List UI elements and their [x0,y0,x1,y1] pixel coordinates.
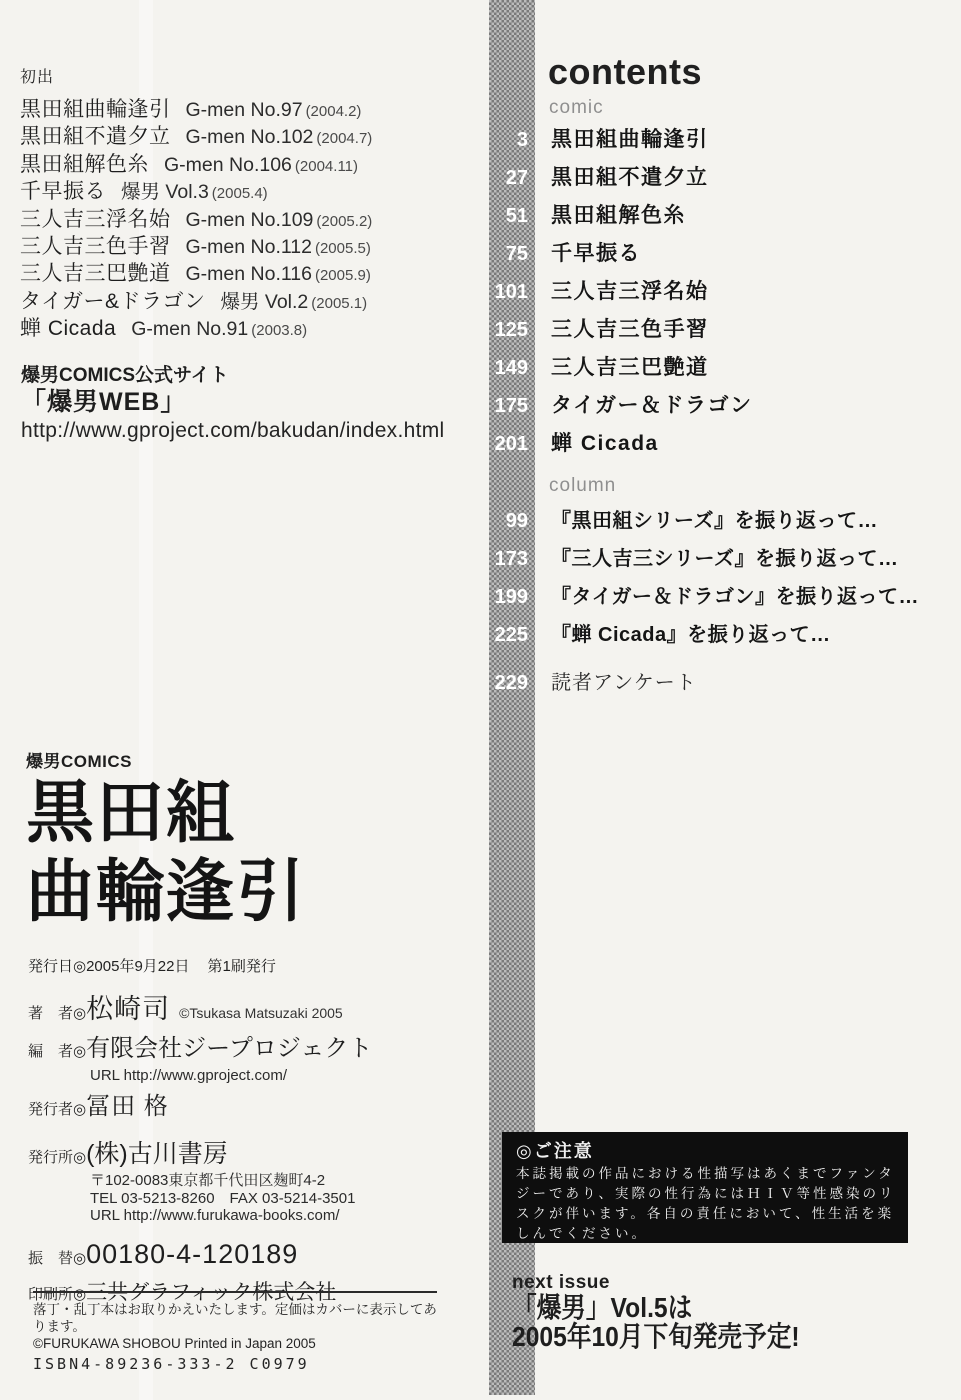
toc-entry-comic [0,235,961,270]
editor-label: 編 者◎ [28,1043,87,1060]
toc-entry-column [0,505,961,537]
next-issue-label: next issue [512,1272,610,1293]
toc-page-number: 125 [494,319,528,341]
work-title: 蝉 Cicada [20,317,117,341]
work-title: タイガー&ドラゴン [20,289,206,313]
notice-box [502,1132,908,1243]
toc-page-number: 99 [505,510,528,532]
toc-entry-title: 『黒田組シリーズ』を振り返って… [551,510,878,532]
toc-entry-column [0,581,961,613]
toc-entry-comic [0,276,961,308]
toc-page-number: 225 [494,624,528,646]
toc-entry-title: 『タイガー＆ドラゴン』を振り返って… [551,586,919,608]
toc-page-number: 201 [494,433,528,455]
editor-name: 有限会社ジープロジェクト [86,1035,373,1062]
toc-entry-title: 黒田組不遣夕立 [551,166,709,189]
issue-date-row [28,958,473,976]
author-name: 松崎司 [86,994,171,1024]
work-title: 三人吉三浮名始 [20,207,171,231]
toc-entry-title: 黒田組曲輪逢引 [551,128,709,151]
work-source: G-men No.91 [131,318,249,341]
work-source: G-men No.112 [185,235,312,258]
printing-note: 第1刷発行 [207,958,276,975]
work-date: (2005.5) [314,239,371,257]
work-title: 三人吉三色手習 [20,234,171,258]
postal-transfer-label: 振 替◎ [28,1249,87,1267]
isbn-code: ISBN4-89236-333-2 C0979 [33,1355,310,1373]
publisher-office-row [28,1140,473,1172]
toc-entry-title: 黒田組解色糸 [551,204,686,227]
toc-entry-comic [0,200,961,232]
work-title: 黒田組曲輪逢引 [20,98,171,121]
toc-entry-title: 三人吉三浮名始 [551,280,709,303]
toc-entry-comic [0,390,961,422]
work-source: G-men No.97 [185,99,303,121]
issue-date-value: 2005年9月22日 [86,958,190,975]
notice-body: 本誌掲載の作品における性描写はあくまでファンタジーであり、実際の性行為にはＨＩＶ等性感染のリスクが伴います。各自の責任において、性生活を楽しんでください。 [516,1166,896,1241]
official-site-url: http://www.gproject.com/bakudan/index.html [21,419,445,442]
publisher-url: URL http://www.furukawa-books.com/ [90,1207,340,1224]
work-title: 三人吉三巴艶道 [20,262,171,286]
work-title: 千早振る [20,180,106,204]
official-site-name: 「爆男WEB」 [21,388,187,416]
work-date: (2004.7) [316,130,373,148]
publisher-person-label: 発行者◎ [28,1101,87,1118]
toc-entry-column [0,619,961,651]
toc-page-number: 173 [494,548,528,570]
toc-entry-title: タイガー＆ドラゴン [551,394,753,417]
work-title: 黒田組解色糸 [20,152,149,176]
first-publication-entry [20,93,372,120]
toc-page-number: 101 [494,281,528,303]
official-site-label: 爆男COMICS公式サイト [21,365,229,386]
toc-entry-comic [0,314,961,346]
next-issue-line1: 「爆男」Vol.5は [512,1292,693,1323]
toc-page-number: 51 [505,205,528,227]
toc-entry-comic [0,124,961,156]
work-source: G-men No.106 [164,153,292,176]
toc-entry-title: 三人吉三色手習 [551,318,709,341]
work-date: (2005.1) [311,294,368,312]
returns-notice: 落丁・乱丁本はお取りかえいたします。定価はカバーに表示してあります。 [33,1302,437,1334]
toc-entry-title: 蝉 Cicada [551,432,659,455]
publisher-tel-fax: TEL 03-5213-8260 FAX 03-5214-3501 [90,1189,356,1207]
work-title: 黒田組不遣夕立 [20,125,171,149]
work-source: 爆男 Vol.2 [220,290,309,313]
toc-entry-column [0,543,961,575]
printer-label: 印刷所◎ [28,1285,87,1303]
toc-page-number: 175 [494,395,528,417]
notice-heading: ◎ご注意 [516,1141,594,1161]
work-source: G-men No.109 [185,208,314,231]
toc-page-number: 149 [494,357,528,379]
issue-date-label: 発行日◎ [28,958,87,975]
toc-page-number: 75 [505,243,528,265]
author-copyright: ©Tsukasa Matsuzaki 2005 [179,1005,343,1021]
page-footer [33,1291,437,1373]
toc-entry-comic [0,428,961,460]
book-title-line2: 曲輪逢引 [26,852,307,932]
toc-entry-title: 『蝉 Cicada』を振り返って… [551,624,831,646]
book-title [26,774,306,932]
next-issue-line2: 2005年10月下旬発売予定! [512,1321,800,1352]
first-publication-heading: 初出 [20,69,55,86]
toc-page-number: 27 [505,167,528,189]
publisher-person-name: 冨田 格 [86,1093,169,1120]
author-label: 著 者◎ [28,1005,87,1022]
toc-entry-title: 読者アンケート [551,672,697,694]
book-title-block [26,752,306,932]
work-date: (2005.2) [316,212,373,230]
work-date: (2005.9) [314,267,371,285]
work-source: G-men No.102 [185,126,314,149]
imprint-label: 爆男COMICS [26,752,132,771]
column-section-label: column [549,475,617,496]
copyright-line: ©FURUKAWA SHOBOU Printed in Japan 2005 [33,1336,316,1351]
editor-url: URL http://www.gproject.com/ [90,1067,288,1084]
toc-entry-title: 千早振る [551,242,641,265]
work-source: 爆男 Vol.3 [121,181,209,204]
toc-page-number: 199 [494,586,528,608]
author-row [28,994,473,1029]
toc-entry-comic [0,352,961,384]
next-issue-block [512,1272,839,1351]
toc-entry-comic [0,162,961,194]
postal-transfer-row [28,1239,473,1274]
toc-entry-survey [0,667,961,699]
toc-page-number: 229 [494,672,528,694]
work-date: (2003.8) [251,322,308,340]
work-date: (2005.4) [211,185,268,203]
publisher-address: 〒102-0083東京都千代田区麹町4-2 [90,1172,326,1189]
toc-entry-title: 三人吉三巴艶道 [551,356,709,379]
work-source: G-men No.116 [185,263,312,286]
colophon-block [28,958,473,1308]
publisher-person-row [28,1093,473,1124]
postal-transfer-number: 00180-4-120189 [86,1238,299,1269]
publisher-office-label: 発行所◎ [28,1149,87,1166]
book-title-line1: 黒田組 [26,773,237,853]
publisher-office-name: (株)古川書房 [86,1140,228,1168]
work-date: (2004.2) [305,103,362,120]
editor-row [28,1035,473,1066]
work-date: (2004.11) [294,157,359,175]
contents-heading: contents [548,51,703,92]
toc-page-number: 3 [516,129,528,151]
comic-section-label: comic [549,97,604,118]
printer-name: 三共グラフィック株式会社 [86,1280,337,1304]
toc-entry-title: 『三人吉三シリーズ』を振り返って… [551,548,899,570]
